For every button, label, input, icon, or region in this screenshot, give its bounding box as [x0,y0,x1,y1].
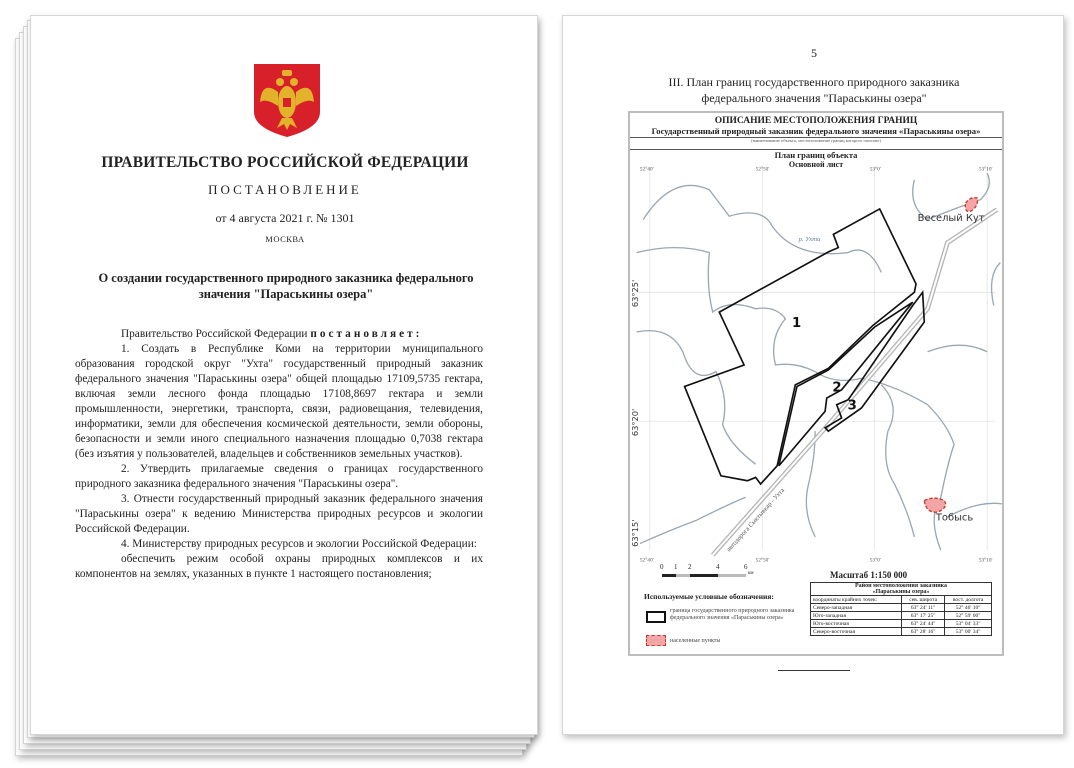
sheet-title: Основной лист [788,160,844,169]
table-cell: вост. долгота [945,596,992,604]
legend-boundary-swatch [646,611,666,623]
scale-bar [660,563,780,581]
lon-tick: 53°0' [869,557,881,564]
table-row [811,604,992,612]
section-title-line: федерального значения "Параськины озера" [701,91,927,105]
table-cell: 63° 24' 44" [902,620,945,628]
table-cell: сев. широта [902,596,945,604]
table-cell: 53° 04' 33" [945,620,992,628]
scale-text: Масштаб 1:150 000 [830,570,908,580]
scale-tick: 6 [744,563,748,571]
lat-tick: 63°20' [630,408,640,437]
table-cell: 63° 28' 16" [902,628,945,636]
scale-tick: 1 [674,563,678,571]
decree-page [30,15,538,735]
road-label: автодорога Сыктывкар - Ухта [725,487,787,554]
lon-tick: 52°50' [755,166,770,173]
lon-tick: 53°10' [978,557,993,564]
section-title [563,74,1065,106]
legend-boundary-label: граница государственного природного заказника федерального значения «Параськины озера» [670,608,795,621]
table-row [811,612,992,620]
decree-title: О создании государственного природного заказника федерального значения "Параськины озера" [98,271,474,301]
legend-settlement-swatch [646,635,666,646]
end-rule [778,670,850,671]
settlements [924,198,977,513]
lon-tick: 52°50' [755,557,770,564]
map-page [562,15,1064,735]
table-cell: 52° 46' 10" [945,604,992,612]
table-cell: 53° 00' 34" [945,628,992,636]
intro-text: Правительство Российской Федерации [121,328,308,340]
plan-title: План границ объекта [774,150,858,160]
river-label: р. Ухта [798,236,821,243]
paragraph: обеспечить режим особой охраны природных комплексов и их компонентов на землях, указанных в пункте 1 настоящего постановления; [75,553,483,580]
intro-paragraph [75,327,483,342]
paragraph: 2. Утвердить прилагаемые сведения о границах государственного природного заказника федерального значения "Параськины озера". [75,463,483,490]
map-object-caption: (наименование объекта, местоположение границ которого описано) [630,138,1002,150]
coordinates-table [810,582,992,636]
area-1-boundary [685,209,916,484]
scale-tick: 4 [716,563,720,571]
decree-body [75,327,483,582]
lon-tick: 53°10' [978,166,993,173]
intro-verb: постановляет: [310,328,423,340]
map-header: ОПИСАНИЕ МЕСТОПОЛОЖЕНИЯ ГРАНИЦ [714,116,918,126]
table-cell: Северо-восточная [811,628,902,636]
coat-of-arms-emblem [252,62,322,138]
settlement-label: Веселый Кут [917,213,985,225]
paragraph: 4. Министерству природных ресурсов и экологии Российской Федерации: [121,538,477,550]
table-title: Район местоположения заказника «Параськины озера» [811,583,992,596]
document-type: ПОСТАНОВЛЕНИЕ [208,182,362,197]
city: МОСКВА [265,234,305,244]
table-cell: 63° 17' 25" [902,612,945,620]
government-heading: ПРАВИТЕЛЬСТВО РОССИЙСКОЙ ФЕДЕРАЦИИ [101,154,469,171]
boundary-map [630,165,1002,565]
lat-tick: 63°25' [630,279,640,308]
decree-date-number: от 4 августа 2021 г. № 1301 [215,211,355,225]
scale-unit: км [748,571,754,576]
table-cell: координаты крайних точек: [811,596,902,604]
table-cell: Северо-западная [811,604,902,612]
rivers [637,173,1002,550]
area-label: 3 [847,398,857,414]
lon-tick: 53°0' [869,166,881,173]
area-label: 1 [792,315,802,331]
table-row [811,628,992,636]
table-header-row [811,596,992,604]
page-number: 5 [811,46,817,60]
paragraph: 3. Отнести государственный природный заказник федерального значения "Параськины озера" к ведению Министерства природных ресурсов и экологии Российской Федерации. [75,493,483,535]
table-cell: 63° 24' 11" [902,604,945,612]
area-label: 2 [832,380,842,396]
lon-tick: 52°40' [639,557,654,564]
lat-tick: 63°15' [630,519,640,547]
settlement-label: Тобысь [935,512,974,524]
legend-settlement-label: населенные пункты [670,638,721,644]
road [713,210,997,556]
legend-title: Используемые условные обозначения: [644,592,774,601]
map-frame [628,111,1004,656]
table-row [811,620,992,628]
lon-tick: 52°40' [639,166,654,173]
table-cell: Юго-западная [811,612,902,620]
table-cell: 52° 59' 00" [945,612,992,620]
scale-tick: 2 [688,563,692,571]
section-title-line: III. План границ государственного природного заказника [668,75,960,89]
paragraph: 1. Создать в Республике Коми на территории муниципального образования городской округ "Ухта" государственный природный заказник федерального значения "Параськины озера" общей площадью 17109,5735 гектара, включая земли лесного фонда площадью 17108,8697 гектара и земли промышленности, энергетики, транспорта, связи, радиовещания, телевидения, информатики, земли для обеспечения космической деятельности, земли обороны, безопасности и земли иного специального назначения площадью 0,7038 гектара (без изъятия у пользователей, владельцев и собственников земельных участков). [75,343,483,460]
map-object-name: Государственный природный заказник федерального значения «Параськины озера» [630,126,1002,138]
table-cell: Юго-восточная [811,620,902,628]
scale-tick: 0 [660,563,664,571]
